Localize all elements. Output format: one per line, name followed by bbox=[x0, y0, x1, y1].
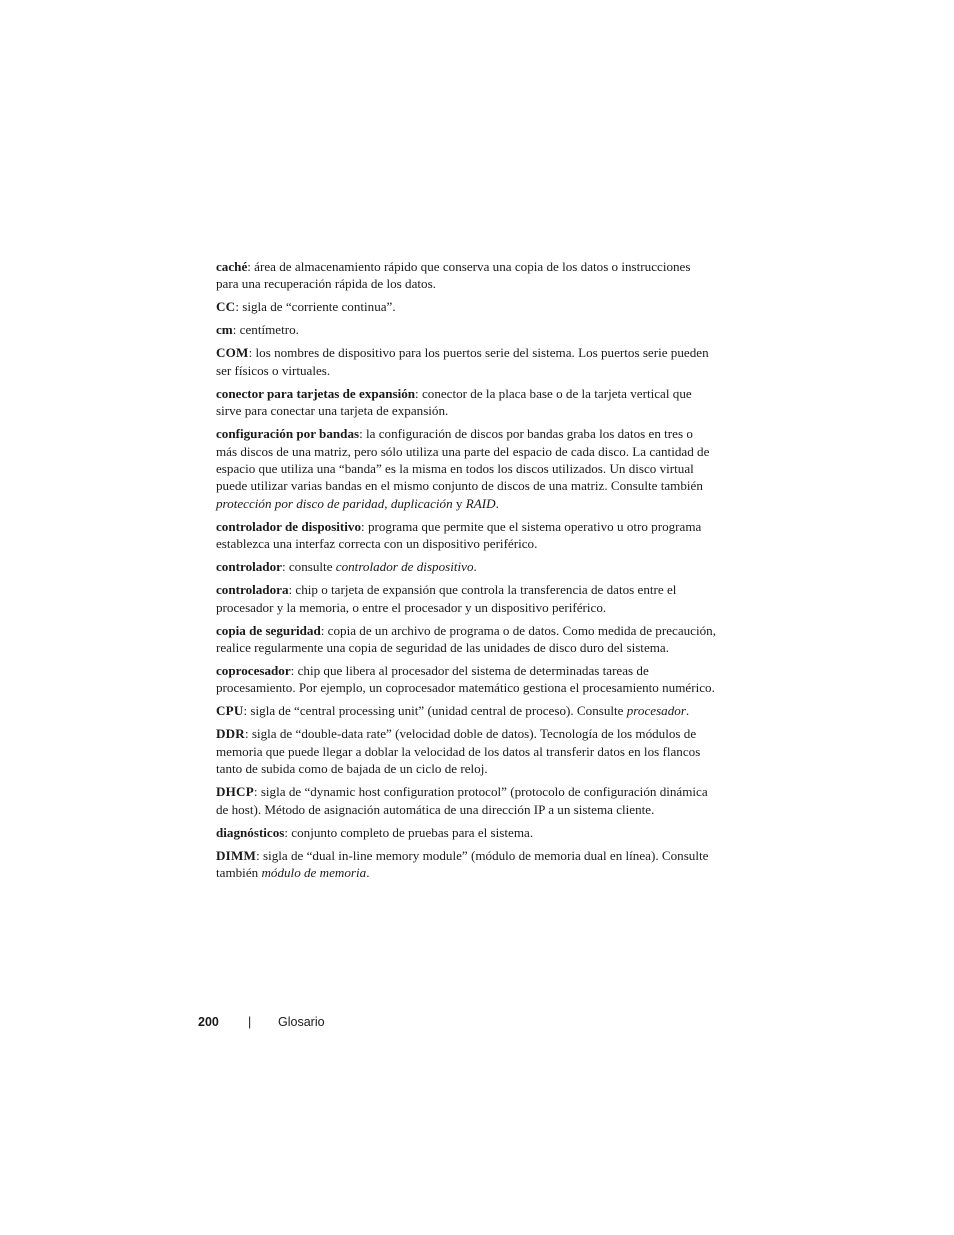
definition-text: : conjunto completo de pruebas para el sistema. bbox=[284, 824, 534, 840]
definition-text: . bbox=[685, 703, 690, 719]
glossary-entry bbox=[216, 385, 716, 420]
glossary-entry bbox=[216, 344, 716, 379]
definition-text: : copia de un archivo de programa o de datos. Como medida de precaución, realice regularmente una copia de seguridad de las unidades de disco duro del sistema. bbox=[216, 622, 716, 656]
glossary-term: COM bbox=[216, 345, 249, 361]
glossary-term: controlador bbox=[216, 559, 282, 575]
definition-text: : sigla de “dual in-line memory module” (módulo de memoria dual en línea). Consulte también bbox=[216, 847, 709, 881]
cross-reference: duplicación bbox=[390, 495, 453, 511]
definition-text: : centímetro. bbox=[232, 322, 299, 338]
definition-text: . bbox=[473, 559, 477, 575]
glossary-entry bbox=[216, 321, 716, 338]
glossary-term: conector para tarjetas de expansión bbox=[216, 385, 416, 401]
cross-reference: protección por disco de paridad bbox=[216, 495, 385, 511]
section-name: Glosario bbox=[278, 1015, 325, 1029]
definition-text: : consulte bbox=[281, 559, 336, 575]
definition-text: : la configuración de discos por bandas graba los datos en tres o más discos de una matriz, pero sólo utiliza una parte del espacio de cada disco. La cantidad de espacio que utiliza una “banda” es la misma en todos los discos utilizados. Un disco virtual puede utilizar varias bandas en el mismo conjunto de discos de una matriz. Consulte también bbox=[216, 426, 710, 494]
glossary-entry bbox=[216, 783, 716, 818]
cross-reference: procesador bbox=[626, 703, 686, 719]
glossary-term: CC bbox=[216, 299, 236, 315]
glossary-entry bbox=[216, 425, 716, 512]
definition-text: : sigla de “corriente continua”. bbox=[235, 299, 396, 315]
definition-text: : conector de la placa base o de la tarjeta vertical que sirve para conectar una tarjeta de expansión. bbox=[216, 385, 692, 419]
definition-text: : sigla de “double-data rate” (velocidad doble de datos). Tecnología de los módulos de memoria que puede llegar a doblar la velocidad de los datos al transferir datos en los flancos tanto de subida como de bajada de un ciclo de reloj. bbox=[216, 726, 701, 777]
definition-text: : los nombres de dispositivo para los puertos serie del sistema. Los puertos serie pueden ser físicos o virtuales. bbox=[216, 345, 709, 378]
glossary-term: configuración por bandas bbox=[216, 426, 360, 442]
definition-text: : sigla de “central processing unit” (unidad central de proceso). Consulte bbox=[243, 703, 627, 719]
glossary-entry bbox=[216, 258, 716, 293]
glossary-term: controladora bbox=[216, 582, 289, 598]
glossary-term: coprocesador bbox=[216, 663, 291, 679]
definition-text: : área de almacenamiento rápido que conserva una copia de los datos o instrucciones para una recuperación rápida de los datos. bbox=[216, 259, 691, 292]
definition-text: : sigla de “dynamic host configuration protocol” (protocolo de configuración dinámica de host). Método de asignación automática de una dirección IP a un sistema cliente. bbox=[216, 784, 708, 817]
definition-text: , bbox=[384, 495, 391, 511]
cross-reference: RAID bbox=[465, 495, 496, 511]
cross-reference: módulo de memoria bbox=[261, 865, 367, 881]
glossary-term: copia de seguridad bbox=[216, 622, 321, 638]
glossary-term: diagnósticos bbox=[216, 824, 285, 840]
glossary-term: caché bbox=[216, 259, 248, 274]
glossary-entries bbox=[216, 258, 716, 887]
glossary-term: DHCP bbox=[216, 784, 254, 800]
cross-reference: controlador de dispositivo bbox=[335, 559, 474, 575]
glossary-entry bbox=[216, 622, 716, 657]
glossary-entry bbox=[216, 518, 716, 553]
definition-text: : chip o tarjeta de expansión que controla la transferencia de datos entre el procesador y la memoria, o entre el procesador y un dispositivo periférico. bbox=[216, 582, 677, 615]
glossary-entry bbox=[216, 581, 716, 616]
definition-text: . bbox=[366, 865, 370, 881]
definition-text: : chip que libera al procesador del sistema de determinadas tareas de procesamiento. Por ejemplo, un coprocesador matemático gestiona el procesamiento numérico. bbox=[216, 663, 715, 696]
glossary-entry bbox=[216, 847, 716, 882]
glossary-term: cm bbox=[216, 322, 233, 338]
glossary-entry bbox=[216, 702, 716, 719]
definition-text: y bbox=[452, 495, 466, 511]
glossary-entry bbox=[216, 662, 716, 697]
footer-separator: | bbox=[248, 1015, 252, 1029]
glossary-entry bbox=[216, 558, 716, 575]
glossary-term: DDR bbox=[216, 726, 245, 742]
definition-text: : programa que permite que el sistema operativo u otro programa establezca una interfaz correcta con un dispositivo periférico. bbox=[216, 518, 702, 552]
definition-text: . bbox=[495, 495, 499, 511]
glossary-entry bbox=[216, 298, 716, 315]
glossary-entry bbox=[216, 824, 716, 841]
glossary-term: DIMM bbox=[216, 847, 257, 863]
page-number: 200 bbox=[198, 1015, 219, 1029]
glossary-term: CPU bbox=[216, 703, 244, 719]
glossary-entry bbox=[216, 725, 716, 777]
glossary-term: controlador de dispositivo bbox=[216, 518, 362, 534]
